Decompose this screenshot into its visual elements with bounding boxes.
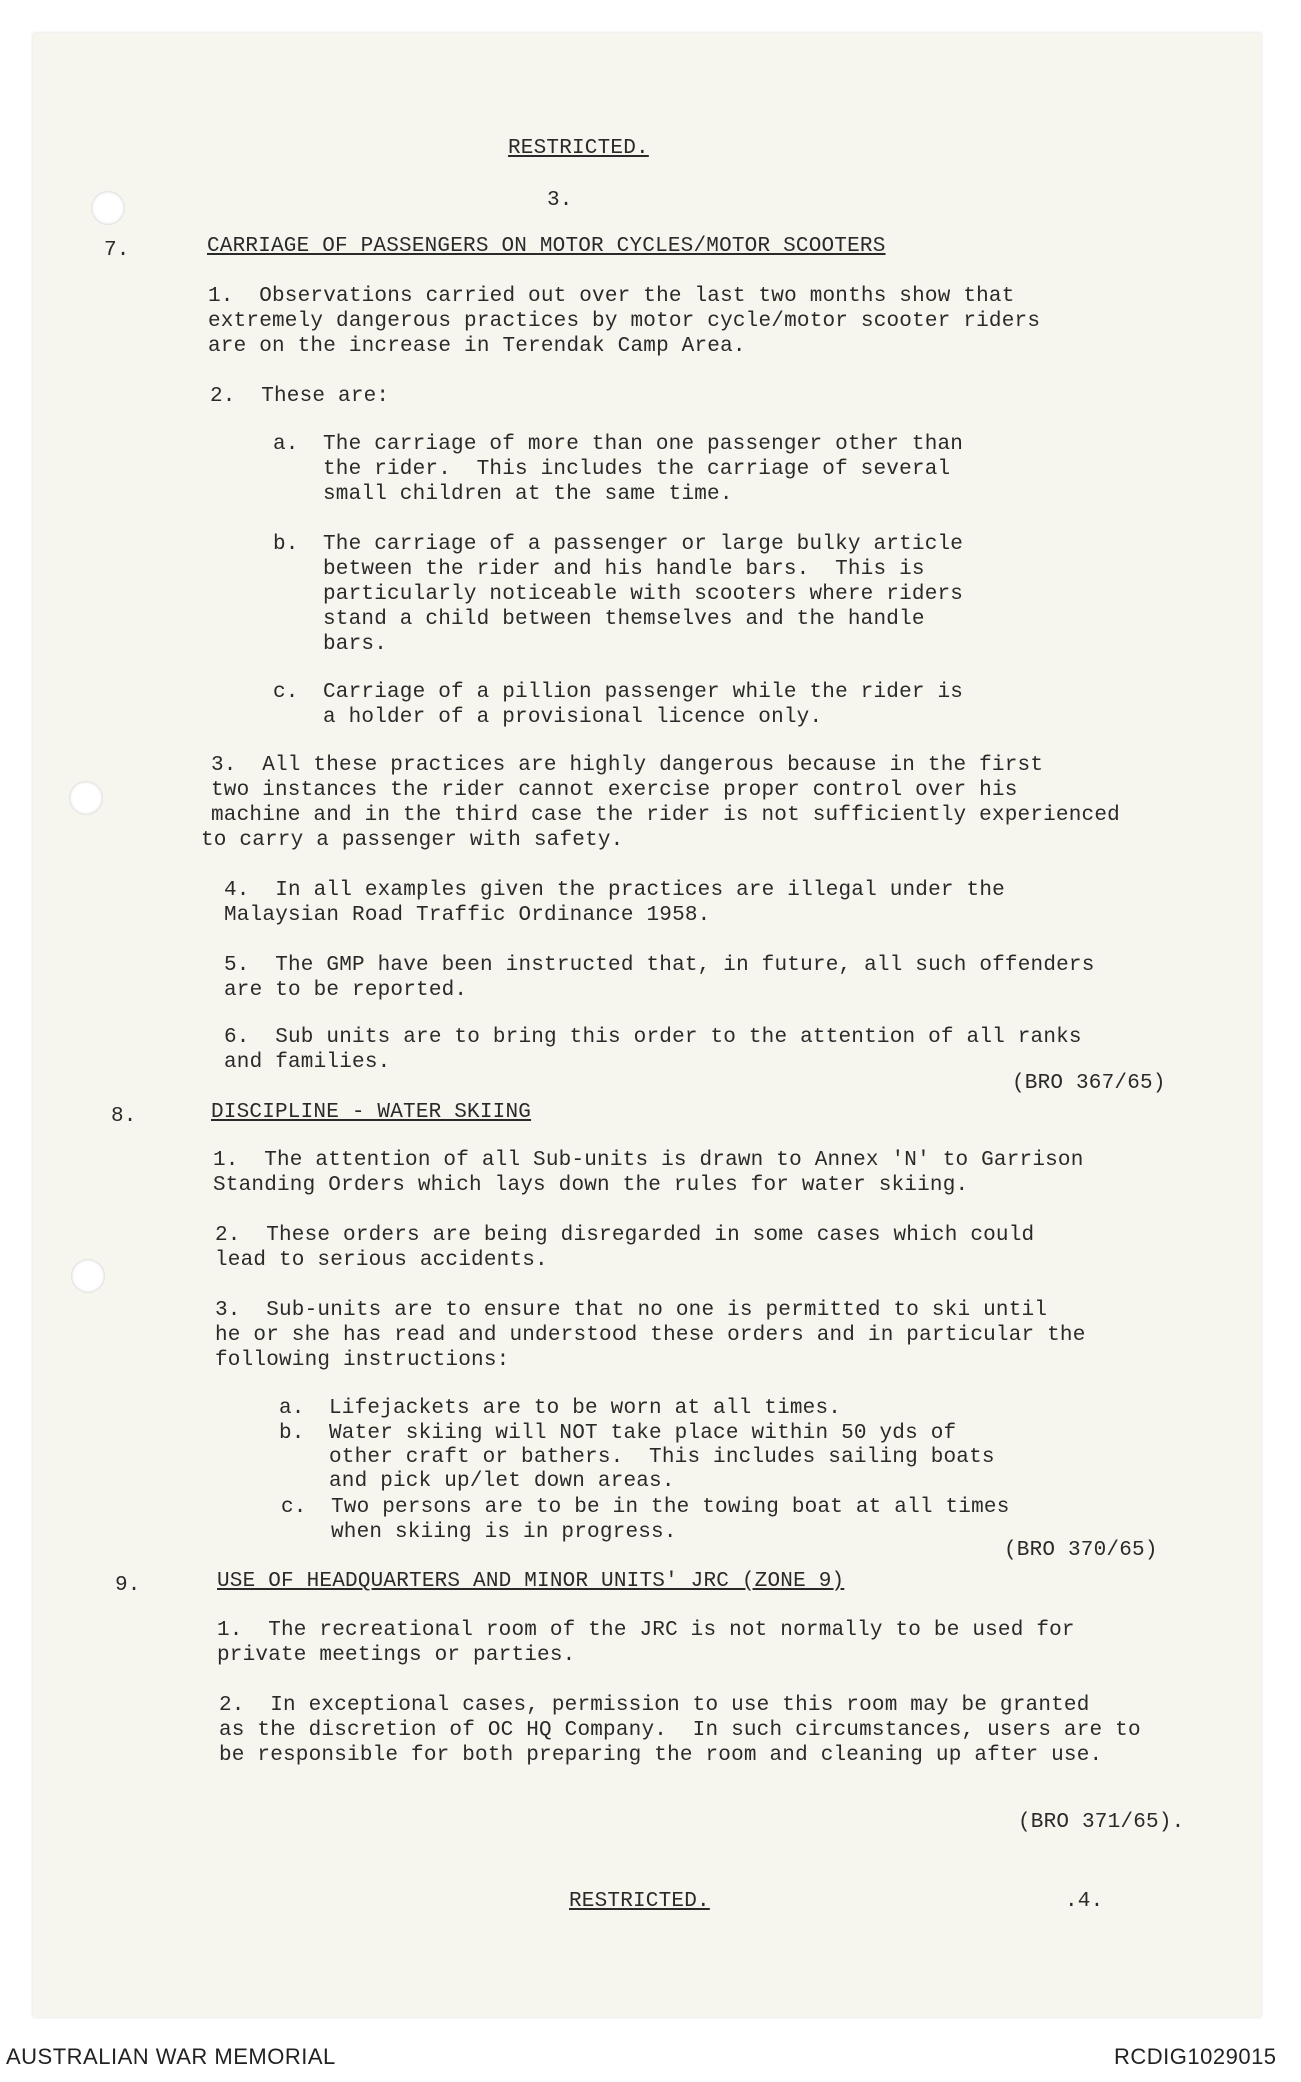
page-number: 3. (547, 189, 573, 212)
section-title: USE OF HEADQUARTERS AND MINOR UNITS' JRC (ZONE 9) (217, 1570, 845, 1593)
archive-institution: AUSTRALIAN WAR MEMORIAL (6, 2044, 336, 2069)
paragraph-line: are on the increase in Terendak Camp Area. (208, 335, 746, 358)
list-item-line: stand a child between themselves and the handle (323, 608, 925, 631)
list-item-line: Lifejackets are to be worn at all times. (329, 1397, 842, 1420)
paragraph-line: be responsible for both preparing the room and cleaning up after use. (219, 1744, 1103, 1767)
paragraph-line: two instances the rider cannot exercise proper control over his (211, 779, 1018, 802)
paragraph-line: to carry a passenger with safety. (201, 829, 624, 852)
section-title: DISCIPLINE - WATER SKIING (211, 1101, 532, 1124)
paragraph-line: 2. These are: (210, 385, 390, 408)
paragraph-line: 3. Sub-units are to ensure that no one is permitted to ski until (215, 1299, 1048, 1322)
list-marker: c. (281, 1496, 307, 1519)
next-page-marker: .4. (1065, 1890, 1104, 1913)
list-item-line: bars. (323, 633, 388, 656)
paragraph-line: private meetings or parties. (217, 1644, 576, 1667)
punch-hole (91, 191, 125, 225)
paragraph-line: extremely dangerous practices by motor cycle/motor scooter riders (208, 310, 1041, 333)
paragraph-line: 2. These orders are being disregarded in some cases which could (215, 1224, 1035, 1247)
paragraph-line: 1. The recreational room of the JRC is not normally to be used for (217, 1619, 1075, 1642)
paragraph-line: Malaysian Road Traffic Ordinance 1958. (224, 904, 711, 927)
paragraph-line: 4. In all examples given the practices are illegal under the (224, 879, 1005, 902)
list-item-line: a holder of a provisional licence only. (323, 706, 823, 729)
list-item-line: other craft or bathers. This includes sailing boats (329, 1446, 995, 1469)
paragraph-line: 3. All these practices are highly dangerous because in the first (211, 754, 1044, 777)
list-marker: c. (273, 681, 299, 704)
paragraph-line: lead to serious accidents. (215, 1249, 548, 1272)
list-marker: b. (279, 1422, 305, 1445)
list-item-line: The carriage of more than one passenger other than (323, 433, 964, 456)
archive-catalogue-id: RCDIG1029015 (1114, 2044, 1277, 2069)
list-item-line: particularly noticeable with scooters where riders (323, 583, 964, 606)
paragraph-line: and families. (224, 1051, 391, 1074)
list-item-line: Water skiing will NOT take place within 50 yds of (329, 1422, 957, 1445)
bro-reference: (BRO 370/65) (1004, 1539, 1158, 1562)
list-item-line: between the rider and his handle bars. This is (323, 558, 925, 581)
classification-header: RESTRICTED. (508, 137, 649, 160)
paragraph-line: as the discretion of OC HQ Company. In such circumstances, users are to (219, 1719, 1141, 1742)
list-item-line: Two persons are to be in the towing boat at all times (331, 1496, 1010, 1519)
classification-footer: RESTRICTED. (569, 1890, 710, 1913)
section-number: 7. (104, 239, 130, 262)
bro-reference: (BRO 371/65). (1018, 1811, 1185, 1834)
list-item-line: and pick up/let down areas. (329, 1470, 675, 1493)
list-item-line: Carriage of a pillion passenger while the rider is (323, 681, 964, 704)
list-marker: b. (273, 533, 299, 556)
paragraph-line: Standing Orders which lays down the rules for water skiing. (213, 1174, 969, 1197)
punch-hole (71, 1259, 105, 1293)
paragraph-line: 5. The GMP have been instructed that, in future, all such offenders (224, 954, 1095, 977)
paragraph-line: 1. The attention of all Sub-units is drawn to Annex 'N' to Garrison (213, 1149, 1084, 1172)
paragraph-line: are to be reported. (224, 979, 468, 1002)
section-number: 8. (111, 1105, 137, 1128)
list-marker: a. (279, 1397, 305, 1420)
list-marker: a. (273, 433, 299, 456)
paragraph-line: following instructions: (215, 1349, 510, 1372)
list-item-line: when skiing is in progress. (331, 1521, 677, 1544)
paragraph-line: he or she has read and understood these orders and in particular the (215, 1324, 1086, 1347)
paragraph-line: 6. Sub units are to bring this order to the attention of all ranks (224, 1026, 1082, 1049)
paragraph-line: 2. In exceptional cases, permission to use this room may be granted (219, 1694, 1090, 1717)
section-number: 9. (115, 1574, 141, 1597)
list-item-line: small children at the same time. (323, 483, 733, 506)
list-item-line: the rider. This includes the carriage of several (323, 458, 951, 481)
paragraph-line: machine and in the third case the rider is not sufficiently experienced (211, 804, 1120, 827)
paragraph-line: 1. Observations carried out over the last two months show that (208, 285, 1015, 308)
section-title: CARRIAGE OF PASSENGERS ON MOTOR CYCLES/MOTOR SCOOTERS (207, 235, 886, 258)
list-item-line: The carriage of a passenger or large bulky article (323, 533, 964, 556)
bro-reference: (BRO 367/65) (1012, 1072, 1166, 1095)
punch-hole (69, 781, 103, 815)
